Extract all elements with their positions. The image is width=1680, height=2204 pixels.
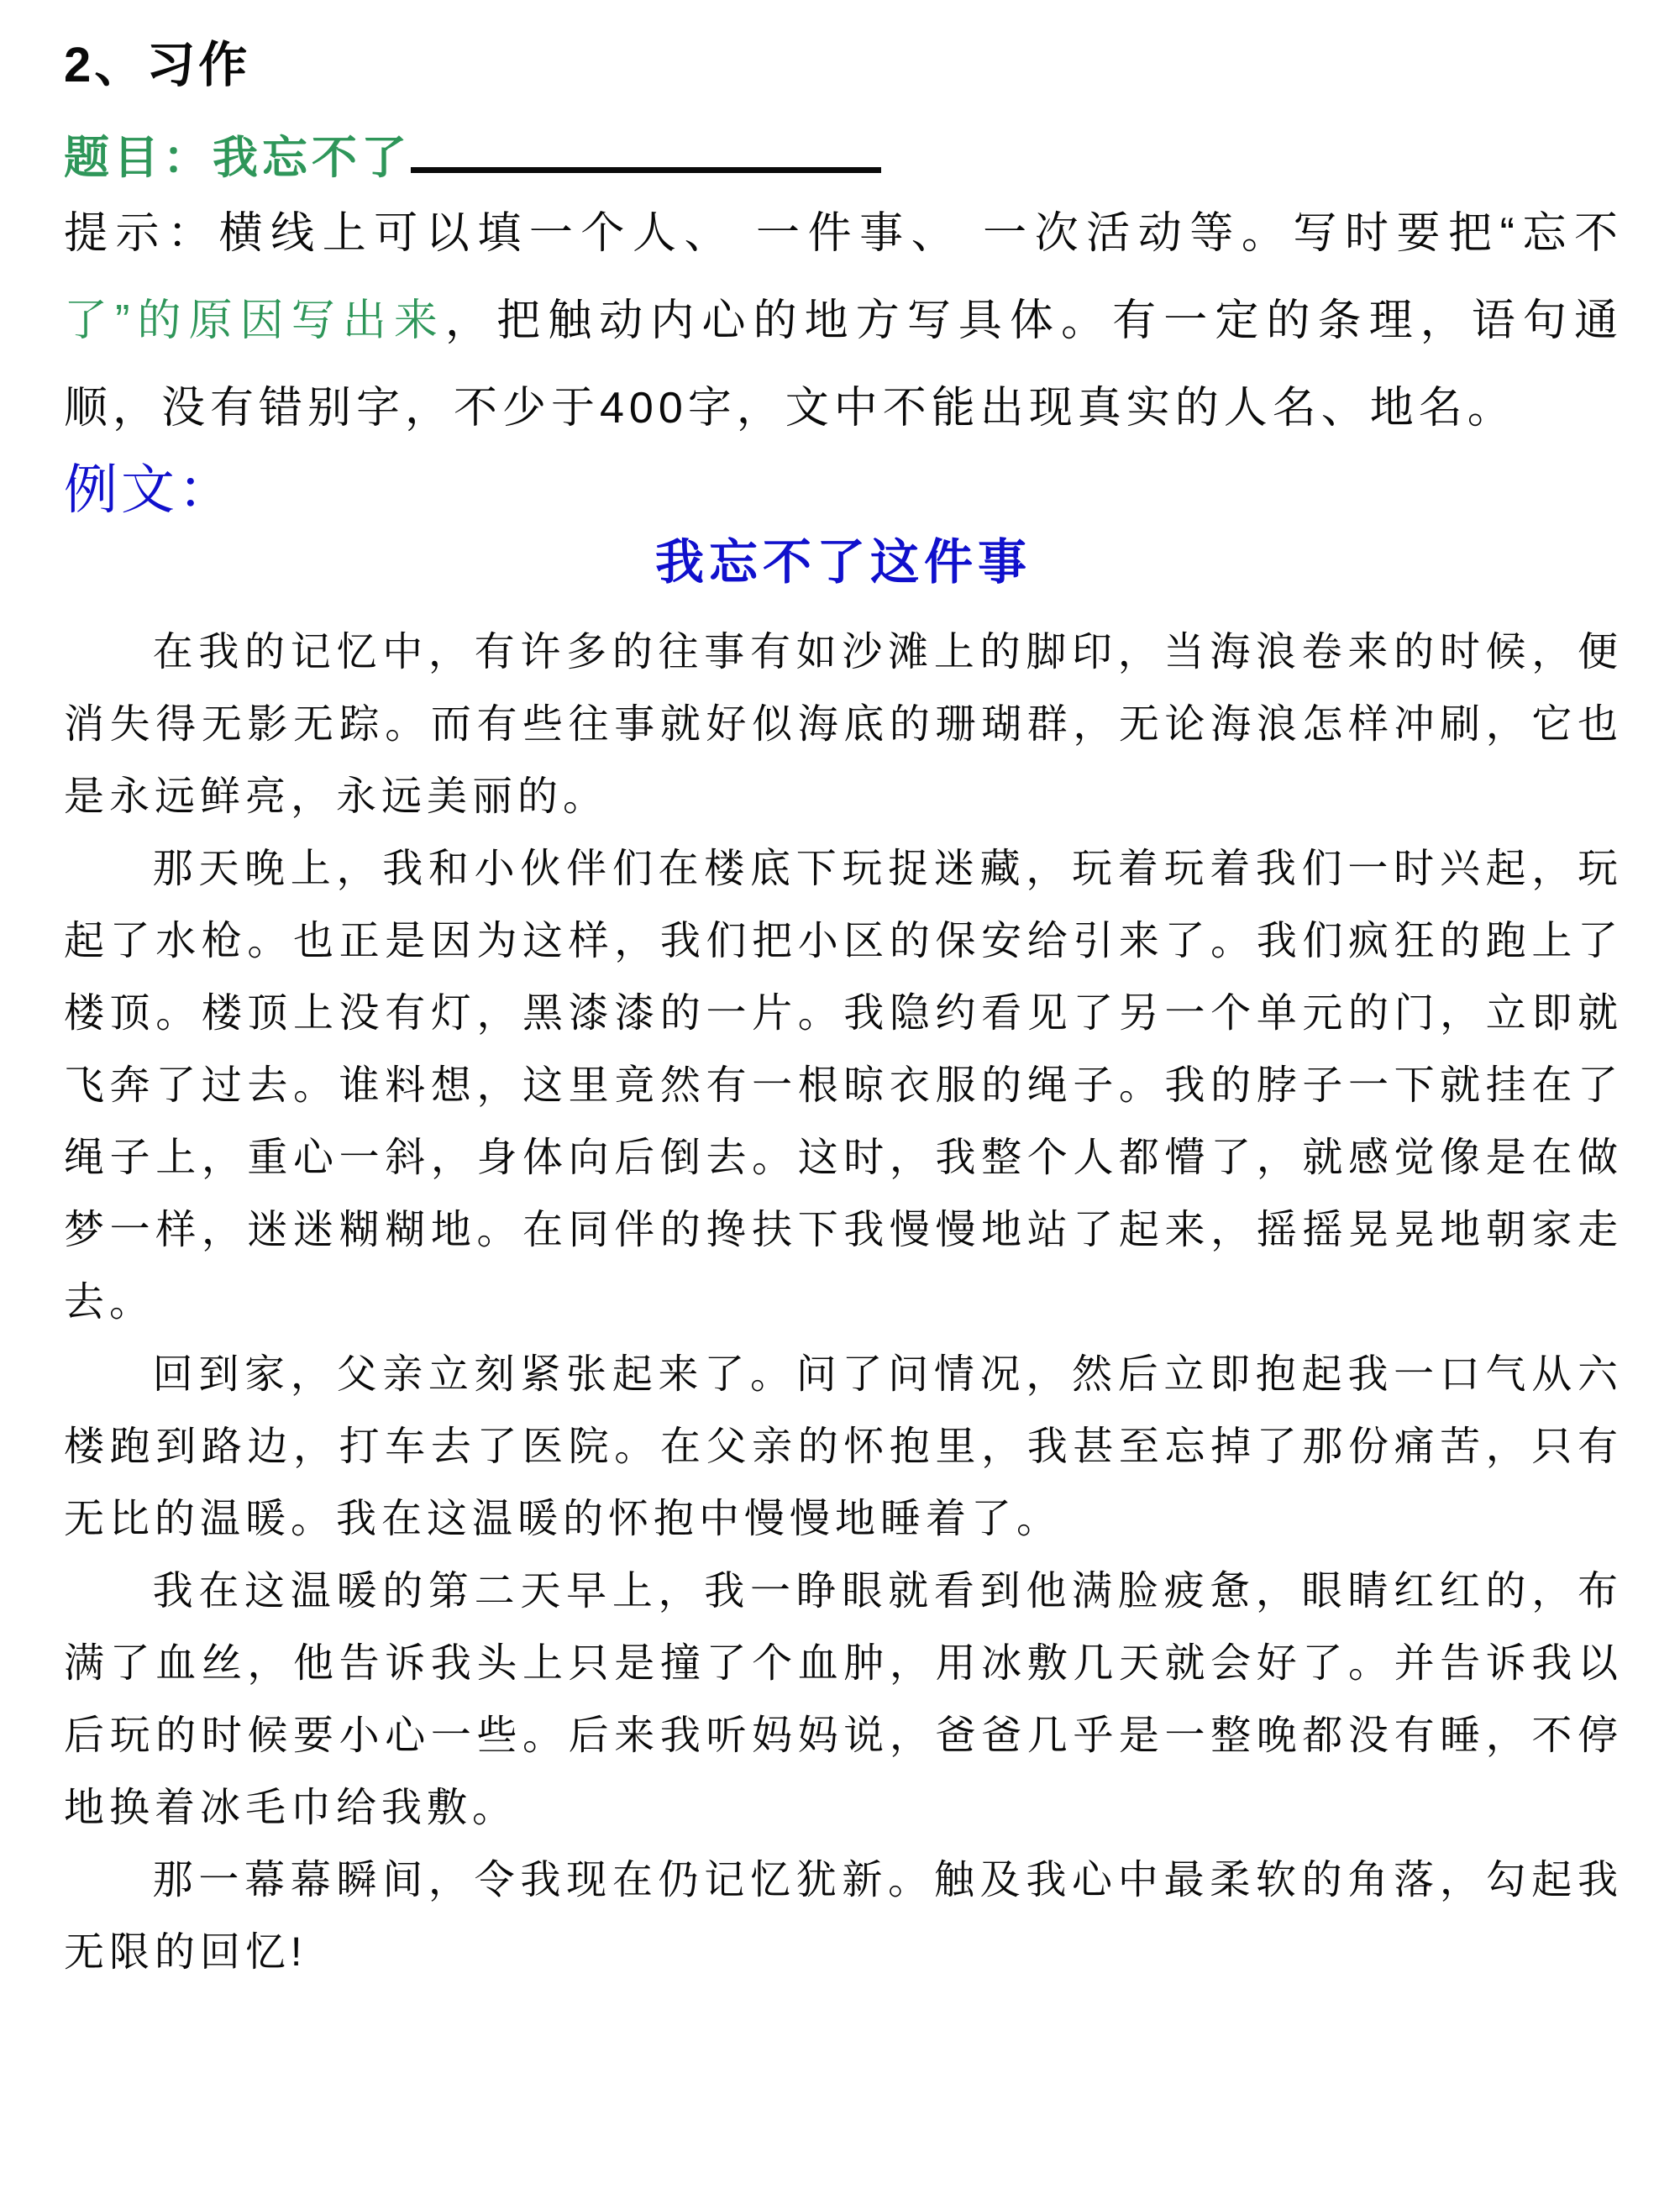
essay-paragraph: 在我的记忆中，有许多的往事有如沙滩上的脚印，当海浪卷来的时候，便消失得无影无踪。而有些往事就好似海底的珊瑚群，无论海浪怎样冲刷，它也是永远鲜亮，永远美丽的。 <box>64 630 1623 819</box>
hint-text-prefix: 提示：横线上可以填一个人、 一件事、 一次活动等。写时要把“忘不 <box>64 209 1623 258</box>
essay-paragraph: 那一幕幕瞬间，令我现在仍记忆犹新。触及我心中最柔软的角落，勾起我无限的回忆! <box>64 1858 1623 1975</box>
section-title: 2、习作 <box>64 38 251 92</box>
example-label: 例文： <box>64 459 235 520</box>
essay-paragraph: 我在这温暖的第二天早上，我一睁眼就看到他满脸疲惫，眼睛红红的，布满了血丝，他告诉我头上只是撞了个血肿，用冰敷几天就会好了。并告诉我以后玩的时候要小心一些。后来我听妈妈说，爸爸几乎是一整晚都没有睡，不停地换着冰毛巾给我敷。 <box>64 1569 1623 1830</box>
topic-row <box>64 128 1623 188</box>
essay-title: 我忘不了这件事 <box>654 535 1032 590</box>
essay-paragraph: 回到家，父亲立刻紧张起来了。问了问情况，然后立即抱起我一口气从六楼跑到路边，打车去了医院。在父亲的怀抱里，我甚至忘掉了那份痛苦，只有无比的温暖。我在这温暖的怀抱中慢慢地睡着了。 <box>64 1352 1623 1541</box>
topic-label: 题目：我忘不了 <box>64 133 411 183</box>
hint-text-highlight: 了”的原因写出来 <box>64 296 446 345</box>
hint-text-suffix: ，把触动内心的地方写具体。有一定的条理，语句通顺，没有错别字，不少于400字，文中不能出现真实的人名、地名。 <box>64 296 1623 433</box>
essay-paragraph: 那天晚上，我和小伙伴们在楼底下玩捉迷藏，玩着玩着我们一时兴起，玩起了水枪。也正是因为这样，我们把小区的保安给引来了。我们疯狂的跑上了楼顶。楼顶上没有灯，黑漆漆的一片。我隐约看见了另一个单元的门，立即就飞奔了过去。谁料想，这里竟然有一根晾衣服的绳子。我的脖子一下就挂在了绳子上，重心一斜，身体向后倒去。这时，我整个人都懵了，就感觉像是在做梦一样，迷迷糊糊地。在同伴的搀扶下我慢慢地站了起来，摇摇晃晃地朝家走去。 <box>64 847 1623 1325</box>
hint-paragraph <box>64 190 1623 452</box>
essay-body <box>64 617 1623 1989</box>
topic-blank-line <box>411 159 881 173</box>
